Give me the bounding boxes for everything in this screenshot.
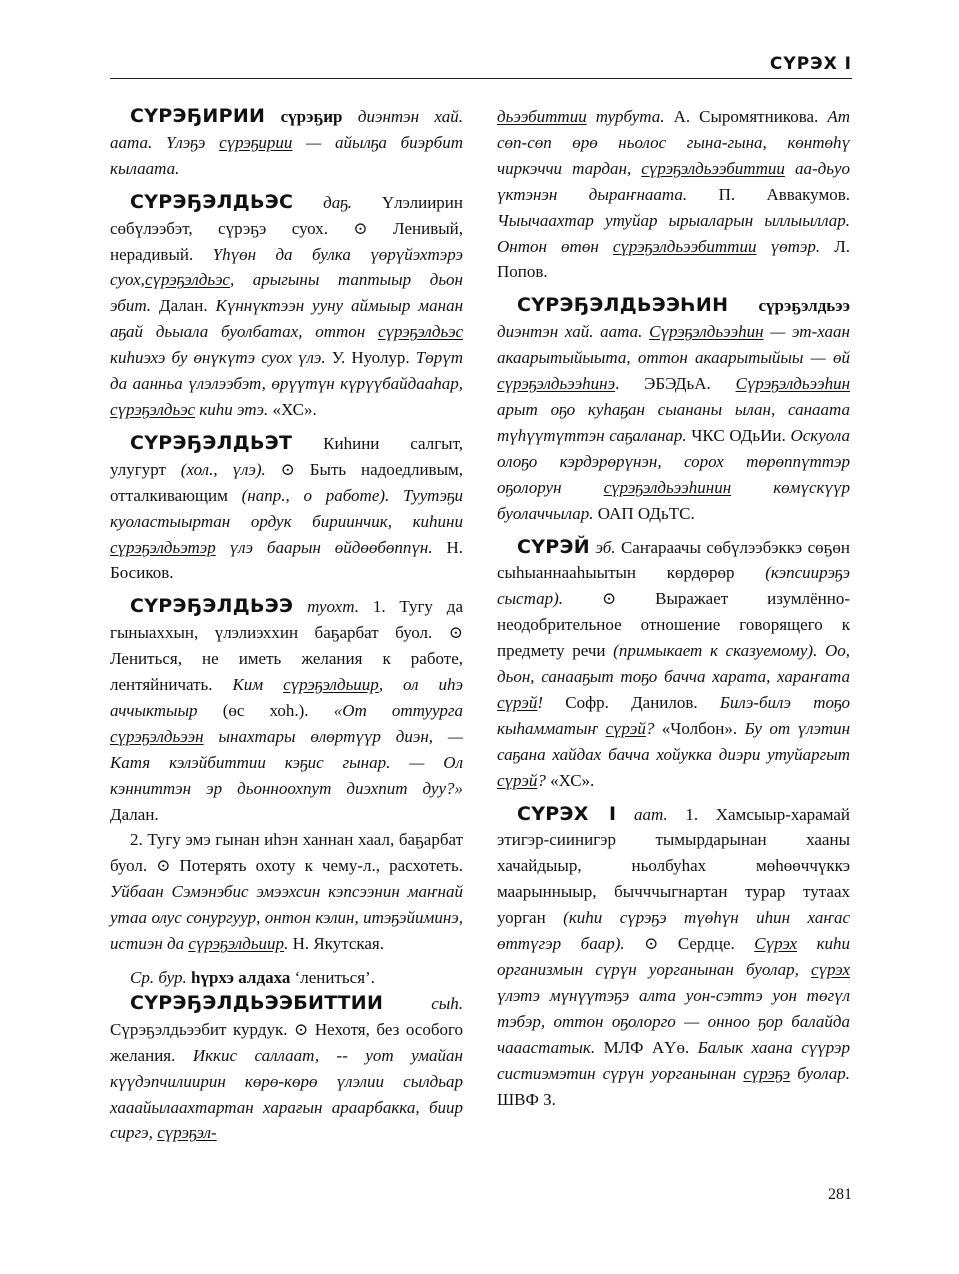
page-number: 281 xyxy=(828,1186,852,1203)
definition-russian: Сердце. xyxy=(677,934,735,954)
definition-sakha: Киһини салгыт, улугурт xyxy=(110,433,463,479)
example-text: арыт оҕо куһаҕан сыананы ылан, санаата түһүүтүттэн саҕаланар. xyxy=(497,399,850,445)
usage-note: (киһи сүрэҕэ түөһүн иһин хаҥас өттүгэр баар). xyxy=(497,908,850,954)
example-headword: Сүрэх xyxy=(754,934,798,954)
headword: СҮРЭҔЭЛДЬЭЭҺИН xyxy=(517,294,729,317)
source: У. Нуолур. xyxy=(331,348,410,368)
example-text: ? xyxy=(537,770,546,790)
example-headword: сүрэй xyxy=(497,770,538,790)
example-headword: сүрэй xyxy=(497,692,538,712)
entry-surehirii xyxy=(110,104,463,182)
headword: СҮРЭҔЭЛДЬЭЭ xyxy=(130,595,294,618)
example-headword: сүрэҕэлдьэс xyxy=(144,270,230,290)
part-of-speech: туохт. xyxy=(307,597,359,617)
example-text: ынахтары өлөртүүр диэн, — Катя кэлэйбиттии кэҕис гынар. — Ол кэнниттэн эр дьонноохпут диэхпит дуу?» xyxy=(110,726,464,798)
headword: СҮРЭХ I xyxy=(517,802,617,825)
headword: СҮРЭҔЭЛДЬЭТ xyxy=(130,431,293,454)
cf-label: Ср. бур. xyxy=(130,968,187,987)
example-text: Чыычаахтар утуйар ырыаларын ыллыыллар. Онтон өтөн xyxy=(497,210,850,256)
example-headword: сүрэй xyxy=(605,718,646,738)
grammar-note: диэнтэн хай. аата. xyxy=(497,322,643,342)
example-text: , ол иһэ аччыктыыр xyxy=(110,675,463,720)
reference-word: сүрэҕир xyxy=(280,107,343,126)
example-text: Ат сөп-сөп өрө ньолос гына-гына, көнтөһү чиркэччи тардан, xyxy=(497,107,851,178)
example-headword: сүрэҕирии xyxy=(219,132,293,152)
example-text: ! xyxy=(537,692,543,712)
source: Л. Попов. xyxy=(497,236,851,282)
definition-sakha: Тугу эмэ гынан иһэн ханнан хаал, баҕарбат буол. xyxy=(110,830,464,876)
usage-note: (хол., үлэ). xyxy=(180,459,266,479)
example-text: «От оттуурга xyxy=(333,700,464,720)
example-text: Оо, дьон, санааҕыт тоҕо баччa харата, хараҥата xyxy=(497,641,851,687)
headword: СҮРЭҔЭЛДЬЭЭБИТТИИ xyxy=(130,991,384,1014)
circle-dot-icon: ⊙ xyxy=(156,856,171,876)
source: ЧКС ОДьИи. xyxy=(691,425,786,445)
entry-sureheldyet xyxy=(110,431,463,586)
example-headword: сүрэҕэлдьээбиттии xyxy=(641,158,785,178)
entry-sureheldyee xyxy=(110,594,463,827)
source: Софр. Данилов. xyxy=(565,692,698,712)
entry-sureheldyeehin: СҮРЭҔЭЛДЬЭЭҺИН сүрэҕэлдьээ диэнтэн хай. аата. Сүрэҕэлдьээһин — эт-хаан акаарытыйыыта, оттон акаарытыйыы — өй сүрэҕэлдьээһинэ. ЭБЭДьА. Сүрэҕэлдьээһин арыт оҕо куһаҕан сыананы ылан, санаата түһүүтүттэн саҕаланар. ЧКС ОДьИи. Оскуола олоҕо кэрдэрөрүнэн, сорох төрөппүттэр оҕолорун сүрэҕэлдьээһинин көмүскүүр буолаччылар. ОАП ОДьТС. xyxy=(497,294,851,523)
example-text: аа-дьуо үктэнэн дыраҥнаата. xyxy=(497,158,850,204)
example-headword: Сүрэҕэлдьээһин xyxy=(735,374,851,394)
example-text: көмүскүүр буолаччылар. xyxy=(497,477,851,523)
example-text: Иккис саллаат, -- уот умайан күүдэпчилиирин көрө-көрө үлэлии сылдьар хааайылаахтартан харағын араарбакка, биир сиргэ, xyxy=(110,1045,463,1143)
source: (өс хоһ.). xyxy=(222,700,309,720)
example-headword: сүрэҕэлдьиир xyxy=(283,675,379,695)
example-headword: Сүрэҕэлдьээһин xyxy=(649,322,764,342)
example-text: киһи организмын сүрүн уорганынан буолар, xyxy=(497,934,851,979)
example-headword: сүрэҕэлдьээһинэ xyxy=(497,374,616,394)
cf-gloss: ‘лениться’. xyxy=(294,968,375,987)
definition-russian: Ленивый, нерадивый. xyxy=(110,218,463,264)
source: «ХС». xyxy=(272,399,317,419)
source: ОАП ОДьТС. xyxy=(597,503,695,523)
source: П. Аввакумов. xyxy=(718,184,850,204)
example-text: — эт-хаан акаарытыйыыта, оттон акаарытыйыы — өй xyxy=(497,322,850,368)
definition-russian: Лениться, не иметь желания к работе, лентяйничать. xyxy=(110,649,463,695)
example-text: турбута. xyxy=(595,107,665,126)
example-headword: сүрэх xyxy=(810,960,851,979)
entry-sureheldyeebittii xyxy=(110,991,463,1146)
example-headword: сүрэҕэлдьээбиттии xyxy=(612,236,757,256)
usage-note: (кэпсиирэҕэ сыстар). xyxy=(497,563,850,609)
example-text: Туутэҕи куоластыыртан ордук бириинчик, киһини xyxy=(110,485,463,531)
example-headword: сүрэҕэлдьээн xyxy=(110,726,204,746)
entry-surei xyxy=(497,535,850,794)
headword: СҮРЭЙ xyxy=(517,535,590,558)
etymology-note xyxy=(110,965,463,991)
source: А. Сыромятникова. xyxy=(673,107,819,126)
entry-sureh-1 xyxy=(497,802,850,1113)
definition-russian: Потерять охоту к чему-л., расхотеть. xyxy=(179,856,463,876)
example-text: үлэ баарын өйдөөбөппүн. xyxy=(229,537,433,557)
entry-sureheldyes xyxy=(110,190,463,423)
example-text: Оскуола олоҕо кэрдэрөрүнэн, сорох төрөппүттэр оҕолорун xyxy=(497,425,850,497)
definition-sakha: Тугу да гыныаххын, үлэлиэххин баҕарбат буол. xyxy=(110,597,463,643)
part-of-speech: аат. xyxy=(634,804,668,824)
source: «ХС». xyxy=(550,770,595,790)
example-text: Төрүт да аанньа үлэлээбэт, өрүүтүн күрүүбайдааһар, xyxy=(110,348,464,394)
example-headword: дьээбиттии xyxy=(497,107,587,126)
circle-dot-icon: ⊙ xyxy=(448,623,463,643)
example-headword: сүрэҕэ xyxy=(743,1063,791,1083)
example-headword: сүрэҕэлдьэтэр xyxy=(110,537,216,557)
sense-number: 1. xyxy=(372,597,386,617)
example-text: ? xyxy=(645,718,655,738)
example-text: Уйбаан Сэмэнэбис эмээхсин кэпсээнин маҥнай утаа олус сонургуур, онтон кэлин, итэҕэйиминэ, истиэн да xyxy=(110,882,463,954)
definition-russian: Выражает изумлённо-неодобрительное отношение говорящего к предмету речи xyxy=(497,589,851,661)
example-text: Күннүктээн ууну аймыыр манан аҕай дьыала буолбатах, оттон xyxy=(110,296,464,342)
circle-dot-icon: ⊙ xyxy=(601,589,617,609)
definition-russian: Быть надоедливым, отталкивающим xyxy=(110,459,464,505)
example-headword: сүрэҕэлдьээһинин xyxy=(603,477,732,497)
cf-word: һүрхэ алдаха xyxy=(191,968,291,987)
definition-sakha: Сүрэҕэлдьээбит курдук. xyxy=(110,1019,288,1039)
usage-note: (напр., о работе). xyxy=(241,485,390,505)
circle-dot-icon: ⊙ xyxy=(294,1019,309,1039)
circle-dot-icon: ⊙ xyxy=(280,459,295,479)
source: Далан. xyxy=(110,804,159,824)
part-of-speech: эб. xyxy=(595,537,616,557)
source: «Чолбон». xyxy=(661,718,738,738)
example-text: Билэ-билэ тоҕо кыһамматыҥ xyxy=(497,692,851,738)
source: ШВФ З. xyxy=(497,1089,556,1109)
example-text: . xyxy=(284,934,289,954)
part-of-speech: сыһ. xyxy=(431,993,463,1013)
entry-sureheldyee-sense-2 xyxy=(110,827,463,957)
grammar-note: диэнтэн хай. аата. xyxy=(110,107,464,152)
sense-number: 2. xyxy=(130,830,143,850)
sense-number: 1. xyxy=(685,804,699,824)
circle-dot-icon: ⊙ xyxy=(353,218,368,238)
running-head: СҮРЭХ I xyxy=(769,54,852,74)
source: МЛФ АҮө. xyxy=(603,1037,690,1057)
entry-continuation xyxy=(497,104,850,285)
definition-sakha: Үлэлиирин сөбүлээбэт, сүрэҕэ суох. xyxy=(110,192,463,238)
example-text: үлэтэ мүнүүтэҕэ алта уон-сэттэ уон төгүл тэбэр, оттон оҕолорго — онноо ҕор балайда чааастатык. xyxy=(497,985,850,1057)
headword: СҮРЭҔИРИИ xyxy=(130,105,266,127)
circle-dot-icon: ⊙ xyxy=(644,934,659,954)
example-headword: сүрэҕэл- xyxy=(157,1123,217,1143)
example-text: Үлэҕэ xyxy=(165,132,206,152)
header-rule xyxy=(110,78,852,79)
definition-russian: Нехотя, без особого желания. xyxy=(110,1019,464,1065)
usage-note: (примыкает к сказуемому). xyxy=(613,641,818,661)
left-column xyxy=(110,104,463,1146)
definition-sakha: Саҥараачы сөбүлээбэккэ сөҕөн сыһыаннааһыытын көрдөрөр xyxy=(497,537,850,583)
example-headword: сүрэҕэлдьэс xyxy=(110,399,196,419)
example-headword: сүрэҕэлдьиир xyxy=(188,934,285,954)
part-of-speech: даҕ. xyxy=(323,192,353,212)
example-text: киһиэхэ бу өнүкүтэ суох үлэ. xyxy=(110,348,326,368)
example-text: үөтэр. xyxy=(770,236,821,256)
source: ЭБЭДьА. xyxy=(644,374,711,394)
right-column xyxy=(497,104,850,1112)
example-text: киһи этэ. xyxy=(199,399,269,419)
source: Далан. xyxy=(158,296,208,316)
example-text: Ким xyxy=(232,675,264,695)
example-headword: сүрэҕэлдьэс xyxy=(377,322,463,342)
example-text: буолар. xyxy=(797,1063,851,1083)
example-text: Бу от үлэтин саҕана хайдах баччa хойукка диэри утуйаргыт xyxy=(497,718,851,764)
source: Н. Босиков. xyxy=(110,537,464,583)
example-text: Үһүөн да булка үөрүйэхтэрэ суох, xyxy=(110,244,463,290)
definition-sakha: Хамсыыр-харамай этигэр-сиинигэр тымырдарынан хааны хачайдыыр, ньолбуһах мөһөөччүккэ маарынныыр, бычччыгнартан турар тутаах уорган xyxy=(497,804,851,928)
source: Н. Якутская. xyxy=(292,934,384,954)
example-text: — айылҕа биэрбит кылаата. xyxy=(110,132,464,178)
example-text: , арыгыны таптыыр дьон эбит. xyxy=(110,270,463,316)
reference-word: сүрэҕэлдьээ xyxy=(758,296,850,316)
headword: СҮРЭҔЭЛДЬЭС xyxy=(130,190,294,213)
example-text: Балык хаана сүүрэр систиэмэтин сүрүн уорганынан xyxy=(497,1037,851,1083)
